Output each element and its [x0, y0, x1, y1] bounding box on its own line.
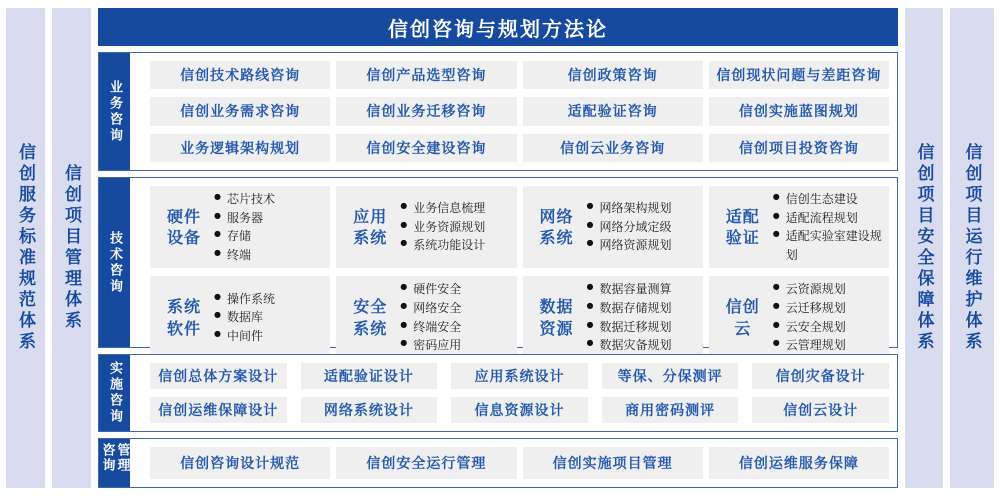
pill-row [150, 397, 889, 423]
pill-item: 信创运维服务保障 [709, 447, 889, 479]
bullet-item: ● 终端安全 [400, 318, 461, 337]
section-label: 业务咨询 [107, 79, 122, 144]
bullet-item: ● 数据库 [214, 308, 275, 327]
bullet-item: ● 密码应用 [400, 336, 461, 355]
bullet-item: ● 数据存储规划 [587, 299, 672, 318]
group-heading: 安全系统 [353, 296, 388, 338]
group-row [150, 276, 889, 358]
bullet-item: ● 云安全规划 [773, 318, 846, 337]
group-items [400, 199, 485, 255]
section-consulting-management [98, 438, 898, 488]
group-system-software [150, 276, 330, 358]
section-content [130, 178, 897, 353]
section-content [130, 355, 897, 431]
bullet-item: ● 网络资源规划 [587, 236, 672, 255]
bullet-item: ● 服务器 [214, 209, 275, 228]
group-items [587, 280, 672, 354]
group-data-resources [523, 276, 703, 358]
pill-item: 信创安全运行管理 [336, 447, 516, 479]
pill-item: 适配验证咨询 [523, 97, 703, 125]
pillar-label: 信创项目管理体系 [61, 164, 81, 332]
section-label-bar [99, 178, 130, 347]
pill-item: 信创运维保障设计 [150, 397, 287, 423]
section-label: 实施咨询 [107, 361, 122, 425]
pill-item: 信创灾备设计 [752, 363, 889, 389]
section-label: 技术咨询 [107, 230, 122, 295]
section-implementation-consulting [98, 354, 898, 432]
group-row [150, 186, 889, 268]
diagram-title: 信创咨询与规划方法论 [98, 8, 898, 46]
bullet-item: ● 芯片技术 [214, 190, 275, 209]
bullet-item: ● 终端 [214, 246, 275, 265]
pill-item: 信创云设计 [752, 397, 889, 423]
pill-item: 信创云业务咨询 [523, 134, 703, 162]
section-content [130, 439, 897, 487]
pill-item: 信息资源设计 [451, 397, 588, 423]
pill-item: 信创产品选型咨询 [336, 61, 516, 89]
group-xinchuang-cloud [709, 276, 889, 358]
pillar-security-assurance [905, 8, 943, 488]
bullet-item: ● 业务资源规划 [400, 218, 485, 237]
group-items [400, 280, 461, 354]
bullet-item: ● 数据灾备规划 [587, 336, 672, 355]
pill-item: 适配验证设计 [301, 363, 438, 389]
group-heading: 系统软件 [166, 296, 201, 338]
group-items [214, 290, 275, 346]
bullet-item: ● 云资源规划 [773, 280, 846, 299]
pill-item: 信创总体方案设计 [150, 363, 287, 389]
bullet-item: ● 硬件安全 [400, 280, 461, 299]
bullet-item: ● 系统功能设计 [400, 236, 485, 255]
pillar-label: 信创服务标准规范体系 [15, 143, 35, 353]
pill-item: 商用密码测评 [602, 397, 739, 423]
pill-row [150, 134, 889, 162]
bullet-item: ● 云管理规划 [773, 336, 846, 355]
pill-item: 信创咨询设计规范 [150, 447, 330, 479]
group-hardware [150, 186, 330, 268]
pillar-label: 信创项目安全保障体系 [913, 143, 934, 353]
pill-row [150, 447, 889, 479]
pill-item: 信创实施蓝图规划 [709, 97, 889, 125]
pill-item: 信创安全建设咨询 [336, 134, 516, 162]
bullet-item: ● 中间件 [214, 327, 275, 346]
pill-row [150, 61, 889, 89]
group-items [773, 280, 846, 354]
group-heading: 适配验证 [725, 206, 760, 248]
bullet-item: ● 数据迁移规划 [587, 318, 672, 337]
pill-item: 网络系统设计 [301, 397, 438, 423]
pill-item: 信创项目投资咨询 [709, 134, 889, 162]
bullet-item: ● 适配实验室建设规划 [773, 227, 883, 264]
pillar-service-standards [6, 8, 45, 488]
group-heading: 应用系统 [353, 206, 388, 248]
pill-item: 应用系统设计 [451, 363, 588, 389]
pill-item: 等保、分保测评 [602, 363, 739, 389]
section-business-consulting [98, 52, 898, 171]
group-heading: 信创云 [725, 296, 760, 338]
group-security-system [336, 276, 516, 358]
section-technology-consulting [98, 177, 898, 353]
main-diagram [98, 8, 898, 488]
pillar-label: 信创项目运行维护体系 [961, 143, 982, 353]
section-content [130, 53, 897, 170]
section-label-bar [99, 355, 130, 431]
group-items [773, 190, 883, 264]
bullet-item: ● 云迁移规划 [773, 299, 846, 318]
bullet-item: ● 网络分域定级 [587, 218, 672, 237]
group-network-system [523, 186, 703, 268]
group-application-system [336, 186, 516, 268]
group-adaptation-verification [709, 186, 889, 268]
pill-row [150, 363, 889, 389]
pill-item: 信创实施项目管理 [523, 447, 703, 479]
pill-item: 信创现状问题与差距咨询 [709, 61, 889, 89]
group-items [587, 199, 672, 255]
group-items [214, 190, 275, 264]
bullet-item: ● 网络安全 [400, 299, 461, 318]
bullet-item: ● 信创生态建设 [773, 190, 883, 209]
section-label-bar [99, 53, 130, 170]
pillar-operation-maintenance [950, 8, 994, 488]
group-heading: 网络系统 [539, 206, 574, 248]
group-heading: 硬件设备 [166, 206, 201, 248]
pillar-project-management [52, 8, 91, 488]
bullet-item: ● 适配流程规划 [773, 209, 883, 228]
bullet-item: ● 数据容量测算 [587, 280, 672, 299]
section-label: 咨询管理 [99, 443, 130, 473]
section-label-bar [99, 439, 130, 487]
group-heading: 数据资源 [539, 296, 574, 338]
pill-row [150, 97, 889, 125]
bullet-item: ● 网络架构规划 [587, 199, 672, 218]
pill-item: 信创业务迁移咨询 [336, 97, 516, 125]
bullet-item: ● 操作系统 [214, 290, 275, 309]
bullet-item: ● 业务信息梳理 [400, 199, 485, 218]
pill-item: 信创政策咨询 [523, 61, 703, 89]
pill-item: 信创业务需求咨询 [150, 97, 330, 125]
pill-item: 业务逻辑架构规划 [150, 134, 330, 162]
bullet-item: ● 存储 [214, 227, 275, 246]
pill-item: 信创技术路线咨询 [150, 61, 330, 89]
